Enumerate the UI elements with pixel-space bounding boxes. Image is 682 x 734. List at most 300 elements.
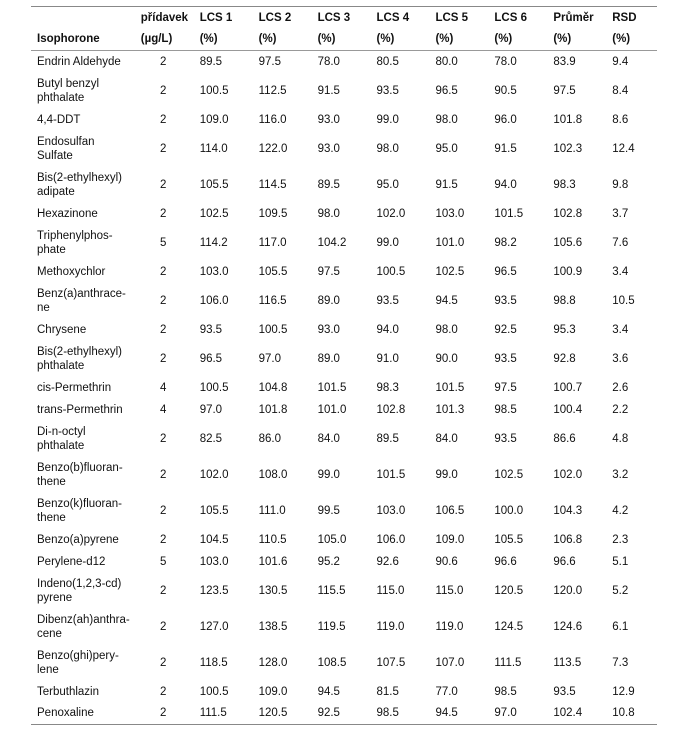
cell-mean: 100.4 [553,403,583,416]
cell-lcs-5: 101.5 [435,381,465,394]
header-lcs-6: (%) [494,29,553,51]
table-row [31,457,657,493]
compound-name-line: Benzo(k)fluoran- [37,497,123,510]
cell-lcs-3: 95.2 [317,555,340,568]
compound-name-line: Chrysene [37,323,87,336]
cell-mean: 102.3 [553,142,583,155]
cell-lcs-3: 89.0 [317,352,340,365]
cell-rsd: 3.4 [612,265,629,278]
cell-addition: 2 [160,323,167,336]
cell-lcs-1: 111.5 [199,707,227,720]
table-row [31,573,657,609]
cell-mean: 102.8 [553,207,583,220]
cell-lcs-1: 100.5 [199,685,229,698]
compound-name-line: Butyl benzyl [37,77,100,90]
cell-addition: 5 [160,236,167,249]
cell-lcs-2: 86.0 [258,432,282,445]
cell-compound [31,131,141,167]
cell-lcs-2: 116.5 [258,294,287,307]
cell-lcs-2: 101.6 [258,555,288,568]
compound-name-line: Sulfate [37,149,73,162]
cell-compound [31,457,141,493]
cell-lcs-4: 101.5 [376,468,406,481]
cell-lcs-4: 99.0 [376,113,399,126]
cell-mean: 104.3 [553,504,583,517]
table-row [31,341,657,377]
cell-compound [31,703,141,725]
cell-lcs-6: 124.5 [494,620,524,633]
cell-rsd: 8.6 [612,113,629,126]
cell-rsd: 3.7 [612,207,629,220]
cell-compound [31,609,141,645]
cell-addition: 2 [160,432,167,445]
cell-compound [31,399,141,421]
cell-lcs-6: 96.0 [494,113,517,126]
cell-lcs-5: 95.0 [435,142,458,155]
cell-lcs-5: 80.0 [435,55,458,68]
compound-name-line: adipate [37,185,75,198]
cell-lcs-4: 81.5 [376,685,399,698]
cell-compound [31,341,141,377]
cell-mean: 96.6 [553,555,576,568]
cell-addition: 2 [160,685,167,698]
cell-lcs-1: 97.0 [199,403,223,416]
cell-lcs-4: 102.8 [376,403,406,416]
header-lcs-2: (%) [259,29,318,51]
table-row [31,703,657,725]
cell-lcs-3: 93.0 [317,113,340,126]
header-rsd: (%) [612,29,657,51]
cell-lcs-5: 98.0 [435,113,458,126]
cell-lcs-1: 103.0 [199,265,229,278]
cell-lcs-2: 100.5 [258,323,288,336]
cell-lcs-3: 101.5 [317,381,347,394]
table-row [31,167,657,203]
cell-addition: 2 [160,113,167,126]
cell-mean: 100.9 [553,265,583,278]
cell-lcs-6: 92.5 [494,323,517,336]
cell-lcs-4: 102.0 [376,207,406,220]
compound-name-line: Endrin Aldehyde [37,55,121,68]
cell-rsd: 4.8 [612,432,629,445]
cell-lcs-2: 138.5 [258,620,288,633]
cell-lcs-5: 119.0 [435,620,464,633]
cell-lcs-2: 130.5 [258,584,288,597]
cell-mean: 124.6 [553,620,583,633]
cell-rsd: 4.2 [612,504,629,517]
cell-lcs-6: 97.5 [494,381,517,394]
cell-lcs-1: 127.0 [199,620,229,633]
compound-name-line: phthalate [37,91,85,104]
cell-addition: 2 [160,294,167,307]
cell-lcs-6: 78.0 [494,55,517,68]
table-row [31,283,657,319]
compound-name-line: phthalate [37,359,85,372]
cell-lcs-3: 119.5 [317,620,346,633]
header-row [31,29,657,51]
header-lcs-3: LCS 3 [317,11,351,24]
cell-mean: 93.5 [553,685,576,698]
cell-lcs-3: 93.0 [317,323,340,336]
cell-lcs-2: 111.0 [258,504,286,517]
table-row [31,109,657,131]
header-lcs-1: LCS 1 [199,11,233,24]
table-header [31,7,657,51]
cell-lcs-6: 111.5 [494,656,522,669]
header-lcs-5: LCS 5 [435,11,469,24]
cell-rsd: 2.6 [612,381,629,394]
compound-name-line: ne [37,301,50,314]
cell-mean: 97.5 [553,84,576,97]
cell-lcs-4: 92.6 [376,555,399,568]
cell-lcs-6: 120.5 [494,584,524,597]
table-row [31,73,657,109]
cell-lcs-4: 115.0 [376,584,405,597]
header-lcs-1: (%) [200,29,259,51]
compound-name-line: 4,4-DDT [37,113,81,126]
cell-lcs-4: 91.0 [376,352,399,365]
compound-name-line: Dibenz(ah)anthra- [37,613,130,626]
cell-lcs-5: 99.0 [435,468,458,481]
cell-lcs-3: 99.0 [317,468,340,481]
cell-lcs-1: 118.5 [199,656,228,669]
cell-lcs-5: 94.5 [435,294,458,307]
cell-lcs-4: 106.0 [376,533,406,546]
cell-lcs-1: 89.5 [199,55,223,68]
cell-lcs-5: 98.0 [435,323,458,336]
table-row [31,493,657,529]
cell-lcs-1: 123.5 [199,584,229,597]
cell-lcs-4: 98.3 [376,381,399,394]
table-row [31,225,657,261]
cell-addition: 5 [160,555,167,568]
cell-mean: 120.0 [553,584,583,597]
cell-compound [31,109,141,131]
cell-addition: 2 [160,207,167,220]
compound-name-line: Indeno(1,2,3-cd) [37,577,122,590]
cell-lcs-3: 84.0 [317,432,340,445]
cell-lcs-2: 120.5 [258,707,288,720]
cell-lcs-6: 100.0 [494,504,524,517]
recovery-table [31,6,657,725]
cell-lcs-4: 80.5 [376,55,399,68]
cell-rsd: 2.3 [612,533,629,546]
cell-compound [31,573,141,609]
header-lcs-3: (%) [318,29,377,51]
compound-name-line: Perylene-d12 [37,555,106,568]
cell-addition: 4 [160,381,167,394]
cell-addition: 2 [160,656,167,669]
header-compound [31,7,141,29]
cell-lcs-6: 96.5 [494,265,517,278]
cell-compound [31,203,141,225]
cell-compound [31,225,141,261]
cell-lcs-6: 93.5 [494,352,517,365]
cell-lcs-5: 96.5 [435,84,458,97]
cell-lcs-2: 108.0 [258,468,288,481]
cell-mean: 102.0 [553,468,583,481]
cell-lcs-6: 93.5 [494,294,517,307]
table-row [31,529,657,551]
table-row [31,319,657,341]
cell-lcs-4: 95.0 [376,178,399,191]
cell-lcs-1: 114.2 [199,236,228,249]
cell-lcs-4: 103.0 [376,504,406,517]
compound-name-line: Endosulfan [37,135,95,148]
cell-compound [31,283,141,319]
compound-name-line: Triphenylphos- [37,229,113,242]
header-rsd: RSD [612,11,637,24]
header-lcs-4: LCS 4 [376,11,410,24]
compound-name-line: thene [37,511,66,524]
cell-addition: 2 [160,265,167,278]
header-compound: Isophorone [31,29,141,51]
cell-rsd: 9.4 [612,55,629,68]
cell-lcs-3: 104.2 [317,236,347,249]
cell-lcs-3: 99.5 [317,504,340,517]
table-row [31,203,657,225]
cell-lcs-1: 103.0 [199,555,229,568]
cell-lcs-6: 93.5 [494,432,517,445]
cell-lcs-2: 104.8 [258,381,288,394]
table-row [31,51,657,73]
cell-lcs-3: 101.0 [317,403,347,416]
cell-lcs-5: 101.0 [435,236,465,249]
cell-lcs-2: 117.0 [258,236,287,249]
cell-rsd: 12.9 [612,685,635,698]
cell-lcs-5: 91.5 [435,178,458,191]
compound-name-line: Penoxaline [37,707,94,720]
cell-lcs-5: 103.0 [435,207,465,220]
cell-lcs-3: 105.0 [317,533,347,546]
cell-mean: 95.3 [553,323,576,336]
compound-name-line: Methoxychlor [37,265,106,278]
table-row [31,131,657,167]
compound-name-line: Bis(2-ethylhexyl) [37,171,122,184]
compound-name-line: phate [37,243,66,256]
cell-lcs-6: 102.5 [494,468,524,481]
cell-lcs-2: 109.0 [258,685,288,698]
table-row [31,551,657,573]
cell-compound [31,551,141,573]
cell-lcs-3: 98.0 [317,207,340,220]
cell-mean: 98.3 [553,178,576,191]
cell-lcs-5: 101.3 [435,403,465,416]
cell-lcs-1: 102.5 [199,207,229,220]
cell-lcs-5: 90.0 [435,352,458,365]
cell-lcs-6: 90.5 [494,84,517,97]
cell-compound [31,377,141,399]
cell-addition: 2 [160,352,167,365]
compound-name-line: Di-n-octyl [37,425,86,438]
cell-compound [31,421,141,457]
cell-lcs-5: 94.5 [435,707,458,720]
cell-lcs-4: 107.5 [376,656,406,669]
cell-addition: 2 [160,468,167,481]
cell-compound [31,51,141,73]
cell-lcs-4: 99.0 [376,236,399,249]
cell-rsd: 10.8 [612,707,635,720]
cell-lcs-2: 105.5 [258,265,288,278]
cell-rsd: 3.2 [612,468,629,481]
cell-lcs-2: 97.5 [258,55,282,68]
cell-lcs-1: 114.0 [199,142,228,155]
cell-compound [31,261,141,283]
cell-rsd: 12.4 [612,142,635,155]
header-mean: Průměr [553,11,594,24]
cell-lcs-2: 112.5 [258,84,287,97]
cell-lcs-1: 93.5 [199,323,223,336]
cell-lcs-4: 98.5 [376,707,399,720]
cell-lcs-1: 102.0 [199,468,229,481]
cell-lcs-6: 91.5 [494,142,517,155]
cell-lcs-3: 89.5 [317,178,340,191]
cell-lcs-6: 101.5 [494,207,524,220]
cell-lcs-2: 109.5 [258,207,288,220]
cell-rsd: 5.1 [612,555,629,568]
cell-addition: 2 [160,504,167,517]
cell-compound [31,167,141,203]
compound-name-line: Hexazinone [37,207,98,220]
cell-rsd: 7.6 [612,236,629,249]
cell-lcs-3: 108.5 [317,656,347,669]
cell-lcs-2: 122.0 [258,142,288,155]
compound-name-line: cis-Permethrin [37,381,112,394]
cell-lcs-2: 101.8 [258,403,288,416]
cell-mean: 83.9 [553,55,576,68]
table-row [31,399,657,421]
cell-mean: 101.8 [553,113,583,126]
cell-lcs-3: 89.0 [317,294,340,307]
cell-lcs-4: 93.5 [376,84,399,97]
cell-lcs-6: 94.0 [494,178,517,191]
cell-lcs-1: 106.0 [199,294,229,307]
cell-rsd: 9.8 [612,178,629,191]
table-row [31,609,657,645]
cell-lcs-1: 109.0 [199,113,229,126]
cell-addition: 2 [160,55,167,68]
cell-compound [31,529,141,551]
cell-lcs-4: 98.0 [376,142,399,155]
cell-mean: 98.8 [553,294,576,307]
cell-rsd: 10.5 [612,294,635,307]
table-body [31,51,657,725]
compound-name-line: pyrene [37,591,73,604]
cell-lcs-5: 115.0 [435,584,464,597]
cell-lcs-5: 107.0 [435,656,465,669]
cell-rsd: 3.6 [612,352,629,365]
header-lcs-5: (%) [435,29,494,51]
header-lcs-4: (%) [377,29,436,51]
cell-compound [31,681,141,703]
header-mean: (%) [553,29,612,51]
cell-lcs-2: 128.0 [258,656,288,669]
cell-lcs-3: 78.0 [317,55,340,68]
header-row [31,7,657,29]
compound-name-line: Benzo(a)pyrene [37,533,119,546]
cell-lcs-6: 98.5 [494,685,517,698]
cell-addition: 2 [160,707,167,720]
table-row [31,421,657,457]
cell-addition: 2 [160,178,167,191]
cell-lcs-5: 84.0 [435,432,458,445]
compound-name-line: phthalate [37,439,85,452]
cell-addition: 4 [160,403,167,416]
cell-lcs-6: 96.6 [494,555,517,568]
cell-mean: 105.6 [553,236,583,249]
compound-name-line: Benzo(b)fluoran- [37,461,123,474]
header-addition: přídavek [140,11,189,24]
table-row [31,681,657,703]
compound-name-line: Bis(2-ethylhexyl) [37,345,122,358]
cell-mean: 100.7 [553,381,583,394]
cell-compound [31,73,141,109]
compound-name-line: cene [37,627,62,640]
cell-lcs-1: 104.5 [199,533,229,546]
cell-mean: 102.4 [553,707,583,720]
cell-lcs-5: 90.6 [435,555,458,568]
cell-mean: 113.5 [553,656,582,669]
cell-lcs-3: 115.5 [317,584,346,597]
cell-lcs-5: 106.5 [435,504,465,517]
cell-lcs-1: 96.5 [199,352,223,365]
table-row [31,645,657,681]
cell-lcs-6: 97.0 [494,707,517,720]
cell-lcs-4: 119.0 [376,620,405,633]
cell-lcs-1: 105.5 [199,504,229,517]
cell-addition: 2 [160,620,167,633]
cell-rsd: 7.3 [612,656,629,669]
cell-compound [31,493,141,529]
cell-lcs-3: 91.5 [317,84,340,97]
cell-mean: 86.6 [553,432,576,445]
cell-lcs-6: 98.2 [494,236,517,249]
cell-lcs-2: 97.0 [258,352,282,365]
cell-rsd: 2.2 [612,403,629,416]
cell-lcs-4: 93.5 [376,294,399,307]
header-lcs-6: LCS 6 [494,11,527,24]
compound-name-line: trans-Permethrin [37,403,123,416]
cell-rsd: 8.4 [612,84,629,97]
header-lcs-2: LCS 2 [258,11,292,24]
cell-lcs-2: 114.5 [258,178,287,191]
cell-lcs-4: 100.5 [376,265,406,278]
cell-lcs-5: 102.5 [435,265,465,278]
header-addition: (µg/L) [141,29,200,51]
cell-rsd: 5.2 [612,584,629,597]
cell-lcs-3: 97.5 [317,265,340,278]
cell-lcs-1: 100.5 [199,381,229,394]
cell-lcs-6: 98.5 [494,403,517,416]
cell-lcs-2: 116.0 [258,113,287,126]
cell-addition: 2 [160,142,167,155]
cell-compound [31,319,141,341]
cell-lcs-1: 105.5 [199,178,229,191]
cell-lcs-4: 89.5 [376,432,399,445]
cell-mean: 106.8 [553,533,583,546]
cell-rsd: 6.1 [612,620,629,633]
cell-compound [31,645,141,681]
cell-lcs-5: 109.0 [435,533,465,546]
cell-addition: 2 [160,84,167,97]
cell-lcs-1: 100.5 [199,84,229,97]
cell-lcs-6: 105.5 [494,533,524,546]
compound-name-line: Terbuthlazin [37,685,100,698]
table-row [31,377,657,399]
compound-name-line: Benzo(ghi)pery- [37,649,119,662]
cell-lcs-5: 77.0 [435,685,458,698]
cell-lcs-1: 82.5 [199,432,223,445]
